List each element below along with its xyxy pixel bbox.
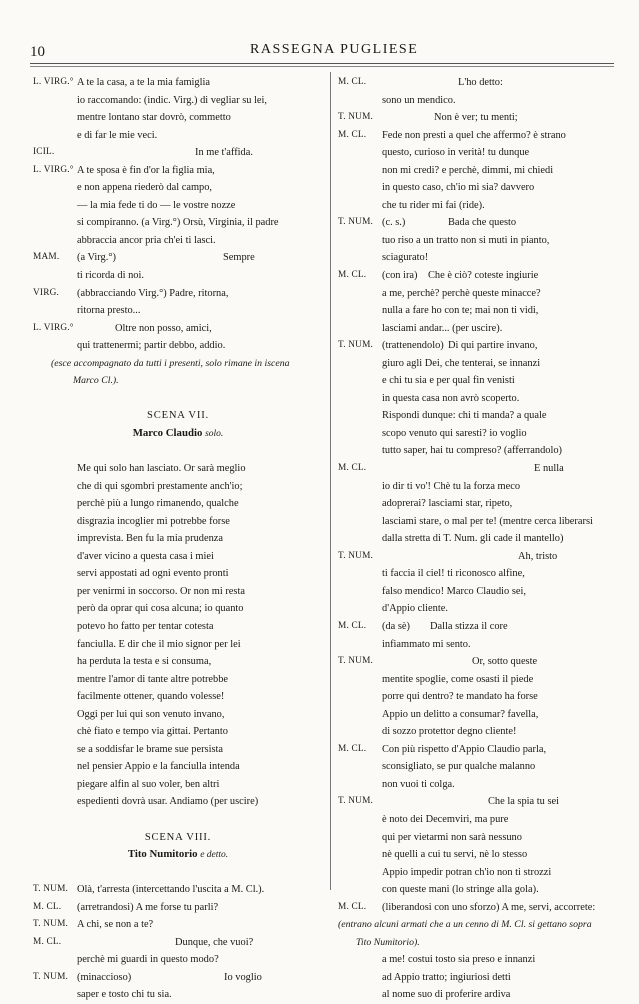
header-rule bbox=[30, 63, 614, 64]
speaker-name: L. VIRG.° bbox=[33, 322, 74, 333]
verse-text: A chi, se non a te? bbox=[77, 919, 154, 931]
verse-text: In me t'affida. bbox=[195, 147, 253, 159]
verse-line bbox=[33, 109, 323, 127]
verse-line bbox=[33, 179, 323, 197]
spacer bbox=[33, 811, 323, 829]
verse-line bbox=[33, 600, 323, 618]
verse-text: tuo riso a un tratto non si muti in pianto, bbox=[382, 234, 550, 246]
verse-line bbox=[338, 758, 620, 776]
verse-text: questo, curioso in verità! tu dunque bbox=[382, 147, 530, 159]
verse-text: abbraccia ancor pria ch'ei ti lasci. bbox=[77, 234, 216, 246]
verse-text: Oggi per lui qui son venuto invano, bbox=[77, 708, 225, 720]
scene-heading bbox=[33, 846, 323, 864]
verse-text: ha perduta la testa e si consuma, bbox=[77, 656, 212, 668]
verse-text: (liberandosi con uno sforzo) A me, servi, accorrete: bbox=[382, 901, 596, 913]
verse-line bbox=[338, 127, 620, 145]
verse-line bbox=[33, 548, 323, 566]
verse-text: espedienti dovrà usar. Andiamo (per uscire) bbox=[77, 796, 259, 808]
verse-line bbox=[338, 881, 620, 899]
verse-line bbox=[338, 846, 620, 864]
verse-text: sconsigliato, se pur qualche malanno bbox=[382, 761, 536, 773]
spacer bbox=[33, 864, 323, 882]
verse-text: che tu rider mi fai (ride). bbox=[382, 199, 485, 211]
verse-line bbox=[33, 636, 323, 654]
verse-text: dalla stretta di T. Num. gli cade il mantello) bbox=[382, 533, 564, 545]
verse-text: qui trattenermi; partir debbo, addio. bbox=[77, 340, 226, 352]
verse-text: Olà, t'arresta (intercettando l'uscita a M. Cl.). bbox=[77, 884, 265, 896]
verse-line bbox=[33, 320, 323, 338]
verse-line bbox=[338, 986, 620, 1004]
verse-line bbox=[338, 864, 620, 882]
verse-line bbox=[33, 460, 323, 478]
verse-text: Ah, tristo bbox=[518, 550, 558, 562]
verse-text: mentite spoglie, come osasti il piede bbox=[382, 673, 534, 685]
verse-text: chè fiato e tempo via gittai. Pertanto bbox=[77, 726, 228, 738]
verse-line bbox=[33, 513, 323, 531]
stage-direction bbox=[338, 916, 620, 934]
left-column bbox=[33, 74, 323, 1004]
scene-heading bbox=[33, 829, 323, 847]
verse-text: piegare alfin al suo voler, ben altri bbox=[77, 778, 220, 790]
scene-note: e detto. bbox=[200, 850, 229, 861]
speaker-name: M. CL. bbox=[338, 270, 367, 281]
verse-line bbox=[338, 285, 620, 303]
verse-line bbox=[338, 811, 620, 829]
speaker-name: T. NUM. bbox=[338, 340, 374, 351]
verse-text: infiammato mi sento. bbox=[382, 638, 471, 650]
speaker-name: MAM. bbox=[33, 252, 60, 263]
verse-line bbox=[338, 74, 620, 92]
verse-text: perchè più a lungo rimanendo, qualche bbox=[77, 498, 239, 510]
verse-text: Fede non presti a quel che affermo? è strano bbox=[382, 129, 566, 141]
verse-text: ad Appio tratto; ingiuriosi detti bbox=[382, 971, 511, 983]
verse-text: A te sposa è fin d'or la figlia mia, bbox=[77, 164, 215, 176]
verse-line bbox=[33, 793, 323, 811]
verse-text: si compiranno. (a Virg.°) Orsù, Virginia, il padre bbox=[77, 217, 279, 229]
verse-line bbox=[33, 495, 323, 513]
speaker-name: M. CL. bbox=[338, 77, 367, 87]
verse-text: L'ho detto: bbox=[458, 77, 503, 88]
verse-line bbox=[33, 127, 323, 145]
verse-text: Or, sotto queste bbox=[472, 656, 538, 668]
speaker-name: M. CL. bbox=[338, 129, 367, 140]
speaker-name: T. NUM. bbox=[338, 796, 374, 807]
speaker-name: M. CL. bbox=[338, 901, 367, 912]
verse-line bbox=[338, 232, 620, 250]
verse-line bbox=[33, 671, 323, 689]
verse-line bbox=[33, 934, 323, 952]
verse-line bbox=[338, 618, 620, 636]
verse-line bbox=[33, 337, 323, 355]
verse-text: Con più rispetto d'Appio Claudio parla, bbox=[382, 743, 547, 755]
verse-text: (da sè) bbox=[382, 620, 410, 632]
verse-text: io raccomando: (indic. Virg.) di vegliar su lei, bbox=[77, 94, 268, 106]
verse-text: (con ira) bbox=[382, 270, 418, 282]
verse-text: disgrazia incoglier mi potrebbe forse bbox=[77, 515, 230, 527]
verse-line bbox=[33, 881, 323, 899]
verse-text: Io voglio bbox=[224, 971, 262, 983]
verse-line bbox=[33, 162, 323, 180]
verse-line bbox=[33, 706, 323, 724]
verse-text: io dir ti vo'! Chè tu la forza meco bbox=[382, 480, 521, 492]
verse-line bbox=[33, 565, 323, 583]
verse-text: (abbracciando Virg.°) Padre, ritorna, bbox=[77, 287, 229, 299]
verse-text: d'aver vicino a questa casa i miei bbox=[77, 550, 214, 562]
verse-text: lasciami andar... (per uscire). bbox=[382, 322, 503, 334]
verse-text: in questa casa non avrò scoperto. bbox=[382, 392, 520, 404]
verse-line bbox=[338, 460, 620, 478]
verse-text: per venirmi in soccorso. Or non mi resta bbox=[77, 585, 245, 597]
verse-line bbox=[33, 776, 323, 794]
verse-line bbox=[338, 565, 620, 583]
verse-line bbox=[338, 495, 620, 513]
column-divider bbox=[330, 72, 331, 890]
verse-text: mentre l'amor di tante altre potrebbe bbox=[77, 673, 229, 685]
spacer bbox=[33, 442, 323, 460]
verse-text: Rispondi dunque: chi ti manda? a quale bbox=[382, 410, 547, 422]
verse-line bbox=[33, 618, 323, 636]
verse-line bbox=[338, 969, 620, 987]
verse-text: nel pensier Appio e la fanciulla intenda bbox=[77, 761, 240, 773]
verse-text: (trattenendolo) bbox=[382, 340, 444, 352]
verse-line bbox=[338, 214, 620, 232]
speaker-name: T. NUM. bbox=[338, 217, 374, 228]
verse-line bbox=[338, 407, 620, 425]
verse-text: Non è ver; tu menti; bbox=[434, 112, 518, 124]
verse-line bbox=[33, 267, 323, 285]
speaker-name: M. CL. bbox=[338, 743, 367, 754]
speaker-name: ICIL. bbox=[33, 147, 55, 158]
verse-line bbox=[338, 425, 620, 443]
verse-line bbox=[33, 92, 323, 110]
verse-text: mentre lontano star dovrò, commetto bbox=[77, 112, 231, 124]
verse-text: (minaccioso) bbox=[77, 971, 132, 983]
verse-text: nulla a fare ho con te; mai non ti vidi, bbox=[382, 305, 539, 317]
speaker-name: M. CL. bbox=[338, 463, 367, 474]
verse-text: Me qui solo han lasciato. Or sarà meglio bbox=[77, 463, 246, 475]
verse-line bbox=[338, 776, 620, 794]
verse-line bbox=[338, 741, 620, 759]
verse-text: (a Virg.°) bbox=[77, 252, 116, 264]
scene-characters: Tito Numitorio e detto. bbox=[127, 848, 229, 861]
speaker-name: T. NUM. bbox=[33, 971, 69, 982]
stage-text: (entrano alcuni armati che a un cenno di M. Cl. si gettano sopra bbox=[338, 919, 592, 931]
verse-text: con queste mani (lo stringe alla gola). bbox=[382, 884, 539, 896]
scene-characters: Marco Claudio solo. bbox=[132, 426, 224, 439]
verse-text: — la mia fede ti do — le vostre nozze bbox=[77, 199, 236, 211]
scene-number: SCENA VII. bbox=[147, 410, 209, 422]
speaker-name: M. CL. bbox=[338, 620, 367, 631]
speaker-name: T. NUM. bbox=[338, 656, 374, 667]
scene-heading bbox=[33, 425, 323, 443]
verse-text: facilmente ottener, quando volesse! bbox=[77, 691, 225, 703]
verse-text: tutto saper, hai tu compreso? (afferrandolo) bbox=[382, 445, 563, 457]
verse-line bbox=[338, 600, 620, 618]
speaker-name: T. NUM. bbox=[33, 884, 69, 895]
verse-text: scopo venuto qui saresti? io voglio bbox=[382, 427, 527, 439]
verse-line bbox=[33, 969, 323, 987]
verse-text: e di far le mie veci. bbox=[77, 129, 158, 141]
verse-line bbox=[33, 232, 323, 250]
speaker-name: T. NUM. bbox=[338, 550, 374, 561]
verse-text: al nome suo di proferire ardiva bbox=[382, 989, 511, 1001]
verse-text: imprevista. Ben fu la mia prudenza bbox=[77, 533, 223, 545]
stage-direction bbox=[33, 372, 323, 390]
verse-text: Appio impedir potran ch'io non ti strozzi bbox=[382, 866, 552, 878]
verse-line bbox=[33, 249, 323, 267]
verse-text: Di qui partire invano, bbox=[448, 340, 538, 352]
verse-text: a me! costui tosto sia preso e innanzi bbox=[382, 954, 536, 966]
verse-line bbox=[338, 197, 620, 215]
verse-text: fanciulla. E dir che il mio signor per lei bbox=[77, 638, 241, 650]
verse-line bbox=[338, 793, 620, 811]
right-column bbox=[338, 74, 620, 1004]
speaker-name: L. VIRG.° bbox=[33, 164, 74, 175]
verse-line bbox=[338, 372, 620, 390]
verse-text: d'Appio cliente. bbox=[382, 603, 448, 615]
verse-text: Appio un delitto a consumar? favella, bbox=[382, 708, 539, 720]
verse-text: qui per vietarmi non sarà nessuno bbox=[382, 831, 522, 843]
verse-text: Bada che questo bbox=[448, 217, 517, 229]
verse-line bbox=[33, 723, 323, 741]
verse-line bbox=[338, 951, 620, 969]
verse-line bbox=[338, 162, 620, 180]
verse-line bbox=[338, 513, 620, 531]
verse-text: Sempre bbox=[223, 252, 255, 264]
verse-text: in questo caso, ch'io mi sia? davvero bbox=[382, 182, 535, 194]
verse-line bbox=[338, 688, 620, 706]
verse-line bbox=[33, 741, 323, 759]
verse-text: ti faccia il ciel! ti riconosco alfine, bbox=[382, 568, 525, 580]
verse-line bbox=[338, 109, 620, 127]
verse-text: sciagurato! bbox=[382, 252, 429, 264]
verse-line bbox=[33, 74, 323, 92]
verse-line bbox=[338, 583, 620, 601]
page-number: 10 bbox=[30, 44, 45, 60]
running-title: RASSEGNA PUGLIESE bbox=[250, 42, 419, 57]
verse-line bbox=[338, 144, 620, 162]
verse-line bbox=[338, 478, 620, 496]
verse-line bbox=[338, 548, 620, 566]
verse-text: e non appena riederò dal campo, bbox=[77, 182, 213, 194]
verse-line bbox=[338, 530, 620, 548]
verse-line bbox=[33, 653, 323, 671]
verse-line bbox=[338, 636, 620, 654]
verse-text: servi appostati ad ogni evento pronti bbox=[77, 568, 229, 580]
verse-text: ritorna presto... bbox=[77, 305, 141, 317]
stage-direction bbox=[338, 934, 620, 952]
verse-line bbox=[33, 144, 323, 162]
verse-line bbox=[338, 390, 620, 408]
stage-text: Tito Numitorio). bbox=[356, 936, 420, 948]
verse-text: Oltre non posso, amici, bbox=[115, 322, 212, 334]
header-rule-thin bbox=[30, 66, 614, 67]
verse-line bbox=[33, 758, 323, 776]
speaker-name: L. VIRG.° bbox=[33, 77, 74, 87]
spacer bbox=[33, 390, 323, 408]
verse-line bbox=[33, 197, 323, 215]
verse-text: Che è ciò? coteste ingiurie bbox=[428, 270, 539, 282]
verse-text: potevo ho fatto per tentar cotesta bbox=[77, 620, 214, 632]
verse-line bbox=[33, 583, 323, 601]
verse-line bbox=[338, 267, 620, 285]
verse-line bbox=[338, 92, 620, 110]
verse-text: non mi credi? e perchè, dimmi, mi chiedi bbox=[382, 164, 554, 176]
verse-text: perchè mi guardi in questo modo? bbox=[77, 954, 219, 966]
verse-line bbox=[33, 899, 323, 917]
verse-line bbox=[338, 249, 620, 267]
verse-line bbox=[338, 355, 620, 373]
verse-line bbox=[33, 302, 323, 320]
verse-text: A te la casa, a te la mia famiglia bbox=[77, 77, 210, 88]
verse-text: però da oprar qui cosa alcuna; io quanto bbox=[77, 603, 244, 615]
verse-line bbox=[338, 671, 620, 689]
verse-line bbox=[338, 899, 620, 917]
speaker-name: M. CL. bbox=[33, 936, 62, 947]
verse-text: non vuoi ti colga. bbox=[382, 778, 455, 790]
verse-text: di sozzo protettor degno cliente! bbox=[382, 726, 517, 738]
verse-text: giuro agli Dei, che tenterai, se innanzi bbox=[382, 357, 541, 369]
verse-text: a me, perchè? perchè queste minacce? bbox=[382, 287, 541, 299]
stage-direction bbox=[33, 355, 323, 373]
scene-number: SCENA VIII. bbox=[144, 831, 212, 843]
verse-line bbox=[338, 723, 620, 741]
verse-line bbox=[33, 951, 323, 969]
verse-text: ti ricorda di noi. bbox=[77, 270, 144, 282]
verse-text: e chi tu sia e per qual fin venisti bbox=[382, 375, 515, 387]
verse-text: Dunque, che vuoi? bbox=[175, 936, 254, 948]
verse-text: (c. s.) bbox=[382, 217, 406, 229]
verse-line bbox=[33, 530, 323, 548]
verse-line bbox=[338, 179, 620, 197]
verse-line bbox=[33, 688, 323, 706]
verse-line bbox=[338, 829, 620, 847]
verse-line bbox=[338, 320, 620, 338]
scene-heading bbox=[33, 407, 323, 425]
verse-text: nè quelli a cui tu servi, nè lo stesso bbox=[382, 849, 528, 861]
verse-text: E nulla bbox=[534, 463, 564, 475]
verse-line bbox=[338, 337, 620, 355]
verse-text: falso mendico! Marco Claudio sei, bbox=[382, 585, 526, 597]
speaker-name: T. NUM. bbox=[33, 919, 69, 930]
verse-text: lasciami stare, o mal per te! (mentre cerca liberarsi bbox=[382, 515, 593, 527]
verse-text: sono un mendico. bbox=[382, 94, 456, 106]
verse-line bbox=[338, 706, 620, 724]
verse-line bbox=[338, 442, 620, 460]
verse-text: saper e tosto chi tu sia. bbox=[77, 989, 172, 1001]
speaker-name: M. CL. bbox=[33, 901, 62, 912]
verse-line bbox=[338, 653, 620, 671]
verse-text: porre qui dentro? te mandato ha forse bbox=[382, 691, 538, 703]
verse-text: Dalla stizza il core bbox=[430, 620, 508, 632]
verse-text: è noto dei Decemviri, ma pure bbox=[382, 813, 509, 825]
verse-line bbox=[33, 285, 323, 303]
verse-line bbox=[338, 302, 620, 320]
verse-line bbox=[33, 478, 323, 496]
scene-note: solo. bbox=[205, 428, 224, 439]
verse-line bbox=[33, 986, 323, 1004]
verse-text: Che la spia tu sei bbox=[488, 796, 559, 808]
verse-line bbox=[33, 214, 323, 232]
stage-text: (esce accompagnato da tutti i presenti, solo rimane in iscena bbox=[51, 357, 290, 369]
verse-line bbox=[33, 916, 323, 934]
verse-text: adoprerai? lasciami star, ripeto, bbox=[382, 498, 513, 510]
verse-text: se a soddisfar le brame sue persista bbox=[77, 743, 223, 755]
verse-text: che di qui sgombri prestamente anch'io; bbox=[77, 480, 243, 492]
speaker-name: VIRG. bbox=[33, 287, 60, 298]
speaker-name: T. NUM. bbox=[338, 112, 374, 123]
verse-text: (arretrandosi) A me forse tu parli? bbox=[77, 901, 219, 913]
stage-text: Marco Cl.). bbox=[73, 375, 119, 387]
